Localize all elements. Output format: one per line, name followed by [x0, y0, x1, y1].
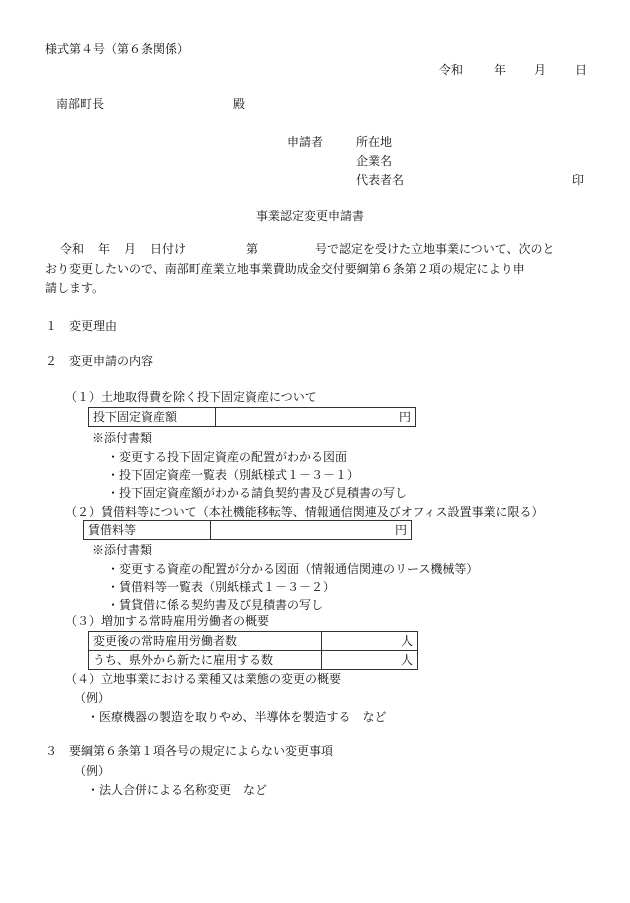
sub-2-attachments-heading: ※添付書類	[92, 543, 153, 557]
rent-value	[211, 521, 412, 540]
fixed-asset-table	[88, 407, 416, 427]
sub-3-heading: （３）増加する常時雇用労働者の概要	[65, 614, 270, 628]
rent-label: 賃借料等	[84, 521, 211, 540]
person-unit: 人	[400, 653, 413, 667]
list-item: ・賃貸借に係る契約書及び見積書の写し	[107, 598, 324, 612]
table-row	[89, 632, 418, 651]
seal-mark: 印	[572, 173, 585, 187]
sub-4-example-label: （例）	[74, 691, 111, 705]
sub-4-heading: （４）立地事業における業種又は業態の変更の概要	[65, 672, 342, 686]
representative-label: 代表者名	[356, 173, 405, 187]
form-number: 様式第４号（第６条関係）	[45, 42, 190, 56]
section-2-heading: ２ 変更申請の内容	[45, 354, 154, 368]
addressee-honorific: 殿	[233, 97, 246, 111]
yen-unit: 円	[394, 523, 407, 537]
table-row	[84, 521, 412, 540]
list-item: ・投下固定資産額がわかる請負契約書及び見積書の写し	[107, 486, 408, 500]
employee-total-label: 変更後の常時雇用労働者数	[89, 632, 322, 651]
fixed-asset-value	[216, 408, 416, 427]
rent-table	[83, 520, 412, 540]
employee-total-value	[322, 632, 418, 651]
date-year-label: 年	[494, 63, 507, 77]
section-3-heading: ３ 要綱第６条第１項各号の規定によらない変更事項	[45, 744, 334, 758]
section-3-example-label: （例）	[74, 764, 111, 778]
intro-number-prefix: 第	[246, 242, 259, 256]
sub-1-attachments-heading: ※添付書類	[92, 431, 153, 445]
date-day-label: 日	[575, 63, 588, 77]
person-unit: 人	[400, 634, 413, 648]
body-line-3: 請します。	[45, 281, 105, 295]
body-line-2: おり変更したいので、南部町産業立地事業費助成金交付要綱第６条第２項の規定により申	[45, 262, 525, 276]
list-item: ・変更する投下固定資産の配置がわかる図面	[107, 450, 348, 464]
sub-2-heading: （２）賃借料等について（本社機能移転等、情報通信関連及びオフィス設置事業に限る）	[65, 505, 544, 519]
intro-rest: 号で認定を受けた立地事業について、次のと	[315, 242, 555, 256]
section-3-example: ・法人合併による名称変更 など	[87, 783, 268, 797]
section-1-heading: １ 変更理由	[45, 319, 118, 333]
intro-era: 令和	[60, 242, 85, 256]
intro-month: 月	[124, 242, 137, 256]
employee-out-of-pref-label: うち、県外から新たに雇用する数	[89, 651, 322, 670]
sub-4-example: ・医療機器の製造を取りやめ、半導体を製造する など	[87, 710, 387, 724]
list-item: ・投下固定資産一覧表（別紙様式１－３－１）	[107, 468, 360, 482]
list-item: ・賃借料等一覧表（別紙様式１－３－２）	[107, 580, 336, 594]
list-item: ・変更する資産の配置が分かる図面（情報通信関連のリース機械等）	[107, 562, 479, 576]
date-era: 令和	[439, 63, 464, 77]
table-row	[89, 651, 418, 670]
document-title: 事業認定変更申請書	[256, 209, 365, 223]
address-label: 所在地	[356, 135, 393, 149]
yen-unit: 円	[398, 410, 411, 424]
intro-year: 年	[98, 242, 111, 256]
employee-out-of-pref-value	[322, 651, 418, 670]
sub-1-heading: （１）土地取得費を除く投下固定資産について	[65, 390, 317, 404]
applicant-label: 申請者	[287, 135, 324, 149]
fixed-asset-label: 投下固定資産額	[89, 408, 216, 427]
company-label: 企業名	[356, 154, 393, 168]
employee-table	[88, 631, 418, 670]
addressee-name: 南部町長	[56, 97, 105, 111]
intro-day: 日付け	[150, 242, 187, 256]
table-row	[89, 408, 416, 427]
date-month-label: 月	[534, 63, 547, 77]
